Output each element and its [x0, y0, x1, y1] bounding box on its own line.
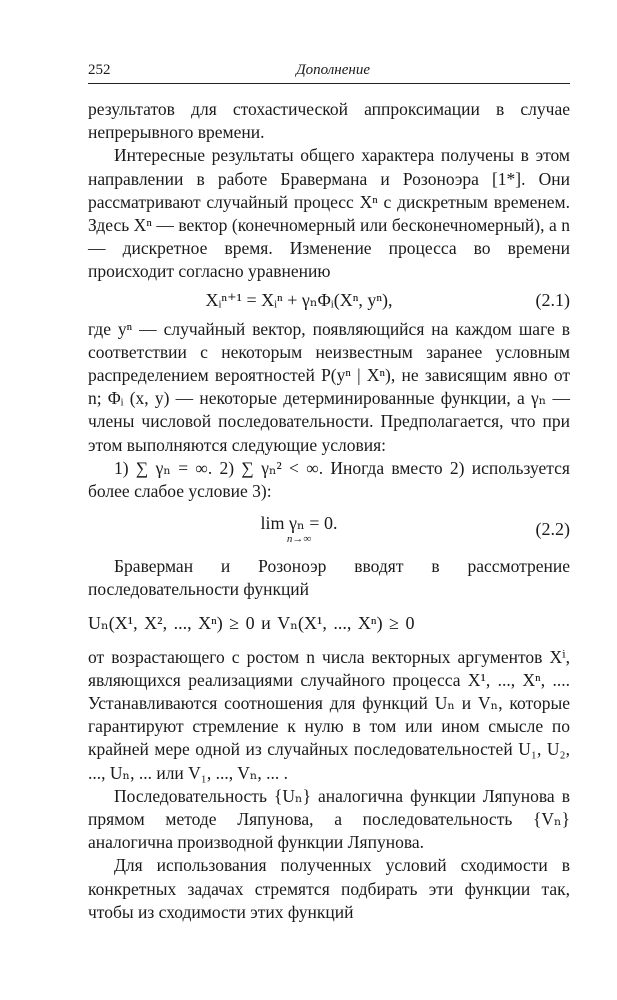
paragraph: Интересные результаты общего характера получены в этом направлении в работе Бравермана и Розоноэра [1*]. Они рассматривают случайный процесс Xⁿ с дискретным временем. Здесь Xⁿ — вектор (конечномерный или бесконечномерный), а n — дискретное время. Изменение процесса во времени происходит согласно уравнению	[88, 145, 570, 282]
equation-2-1	[88, 284, 570, 318]
function-sequences	[88, 602, 570, 646]
limit-subscript: n→∞	[286, 532, 312, 545]
paragraph: от возрастающего с ростом n числа векторных аргументов Xⁱ, являющихся реализациями случайного процесса X¹, ..., Xⁿ, .... Устанавливаются соотношения для функций Uₙ и Vₙ, которые гарантируют стремление к нулю в том или ином смысле по крайней мере одной из случайных последовательностей U₁, U₂, ..., Uₙ, ... или V₁, ..., Vₙ, ... .	[88, 646, 570, 783]
equation-number: (2.1)	[535, 290, 570, 311]
body-text	[88, 98, 570, 924]
book-page	[88, 62, 570, 924]
equation-number: (2.2)	[535, 518, 570, 539]
running-title: Дополнение	[296, 62, 370, 78]
equation-expression: Xᵢⁿ⁺¹ = Xᵢⁿ + γₙΦᵢ(Xⁿ, yⁿ),	[205, 290, 393, 311]
paragraph: результатов для стохастической аппроксимации в случае непрерывного времени.	[88, 99, 570, 143]
paragraph: Браверман и Розоноэр вводят в рассмотрение последовательности функций	[88, 556, 570, 600]
equation-2-2	[88, 503, 570, 555]
paragraph: 1) ∑ γₙ = ∞. 2) ∑ γₙ² < ∞. Иногда вместо 2) используется более слабое условие 3):	[88, 457, 570, 502]
paragraph: где yⁿ — случайный вектор, появляющийся на каждом шаге в соответствии с некоторым неизвестным заранее условным распределением вероятностей P(yⁿ | Xⁿ), не зависящим явно от n; Φᵢ (x, y) — некоторые детерминированные функции, а γₙ — члены числовой последовательности. Предполагается, что при этом выполняются следующие условия:	[88, 318, 570, 455]
limit-operator	[261, 514, 338, 545]
limit-expression: lim γₙ = 0.	[260, 512, 338, 533]
page-header	[88, 62, 570, 79]
paragraph: Для использования полученных условий сходимости в конкретных задачах стремятся подбирать эти функции так, чтобы из сходимости этих функций	[88, 855, 570, 922]
page-number: 252	[88, 62, 111, 78]
header-rule	[88, 83, 570, 84]
equation-expression: Uₙ(X¹, X², ..., Xⁿ) ≥ 0 и Vₙ(X¹, ..., Xⁿ) ≥ 0	[88, 613, 415, 634]
paragraph: Последовательность {Uₙ} аналогична функции Ляпунова в прямом методе Ляпунова, а последовательность {Vₙ} аналогична производной функции Ляпунова.	[88, 785, 570, 853]
